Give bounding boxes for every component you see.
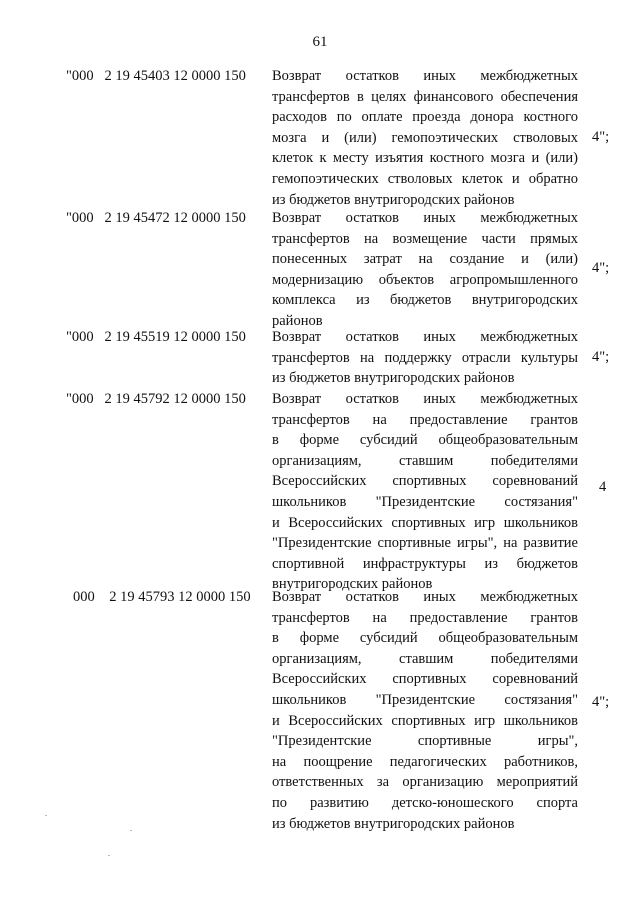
amount-value: 4 xyxy=(599,479,607,495)
row-description xyxy=(272,208,578,332)
description-line: на поощрение педагогических работников, xyxy=(272,753,578,770)
description-line: из бюджетов внутригородских районов xyxy=(272,191,515,208)
description-line: школьников "Президентские состязания" xyxy=(272,691,578,708)
description-line: трансфертов на поддержку отрасли культуры xyxy=(272,349,578,366)
description-line: Возврат остатков иных межбюджетных xyxy=(272,589,578,605)
scan-speck xyxy=(45,815,47,816)
description-line: районов xyxy=(272,312,323,329)
description-line: внутригородских районов xyxy=(272,576,433,593)
description-line: Всероссийских спортивных соревнований xyxy=(272,473,578,490)
description-line: спортивной инфраструктуры из бюджетов xyxy=(272,555,578,572)
amount-value: 4"; xyxy=(592,349,610,365)
description-line: Возврат остатков иных межбюджетных xyxy=(272,391,578,407)
budget-code: "000 2 19 45519 12 0000 150 xyxy=(66,329,246,345)
budget-code: "000 2 19 45403 12 0000 150 xyxy=(66,68,246,84)
description-line: школьников "Президентские состязания" xyxy=(272,493,578,510)
description-line: организациям, ставшим победителями xyxy=(272,650,578,667)
description-line: и Всероссийских спортивных игр школьников xyxy=(272,514,578,531)
description-line: в форме субсидий общеобразовательным xyxy=(272,630,578,647)
description-line: организациям, ставшим победителями xyxy=(272,452,578,469)
description-line: и Всероссийских спортивных игр школьников xyxy=(272,712,578,729)
description-line: клеток к месту изъятия костного мозга и (или) xyxy=(272,150,578,167)
row-description xyxy=(272,587,578,834)
description-line: из бюджетов внутригородских районов xyxy=(272,815,515,832)
description-line: расходов по оплате проезда донора костного xyxy=(272,109,578,126)
description-line: трансфертов на предоставление грантов xyxy=(272,609,578,626)
description-line: трансфертов на возмещение части прямых xyxy=(272,230,578,247)
description-line: трансфертов на предоставление грантов xyxy=(272,411,578,428)
description-line: Возврат остатков иных межбюджетных xyxy=(272,210,578,226)
page-number: 61 xyxy=(312,34,328,50)
description-line: комплекса из бюджетов внутригородских xyxy=(272,292,578,309)
amount-value: 4"; xyxy=(592,129,610,145)
description-line: ответственных за организацию мероприятий xyxy=(272,774,578,791)
description-line: "Президентские спортивные игры", xyxy=(272,733,578,750)
amount-value: 4"; xyxy=(592,694,610,710)
description-line: Всероссийских спортивных соревнований xyxy=(272,671,578,688)
budget-code: 000 2 19 45793 12 0000 150 xyxy=(73,589,251,605)
description-line: трансфертов в целях финансового обеспечения xyxy=(272,88,578,105)
description-line: по развитию детско-юношеского спорта xyxy=(272,794,578,811)
scan-speck xyxy=(108,855,110,856)
description-line: мозга и (или) гемопоэтических стволовых xyxy=(272,129,578,146)
description-line: "Президентские спортивные игры", на развитие xyxy=(272,535,578,552)
description-line: модернизацию объектов агропромышленного xyxy=(272,271,578,288)
budget-code: "000 2 19 45472 12 0000 150 xyxy=(66,210,246,226)
scan-speck xyxy=(130,830,132,831)
description-line: гемопоэтических стволовых клеток и обратно xyxy=(272,170,578,187)
description-line: понесенных затрат на создание и (или) xyxy=(272,251,578,268)
row-description xyxy=(272,327,578,389)
description-line: Возврат остатков иных межбюджетных xyxy=(272,329,578,345)
description-line: в форме субсидий общеобразовательным xyxy=(272,432,578,449)
row-description xyxy=(272,389,578,595)
description-line: Возврат остатков иных межбюджетных xyxy=(272,68,578,84)
description-line: из бюджетов внутригородских районов xyxy=(272,370,515,387)
budget-code: "000 2 19 45792 12 0000 150 xyxy=(66,391,246,407)
row-description xyxy=(272,66,578,210)
amount-value: 4"; xyxy=(592,260,610,276)
